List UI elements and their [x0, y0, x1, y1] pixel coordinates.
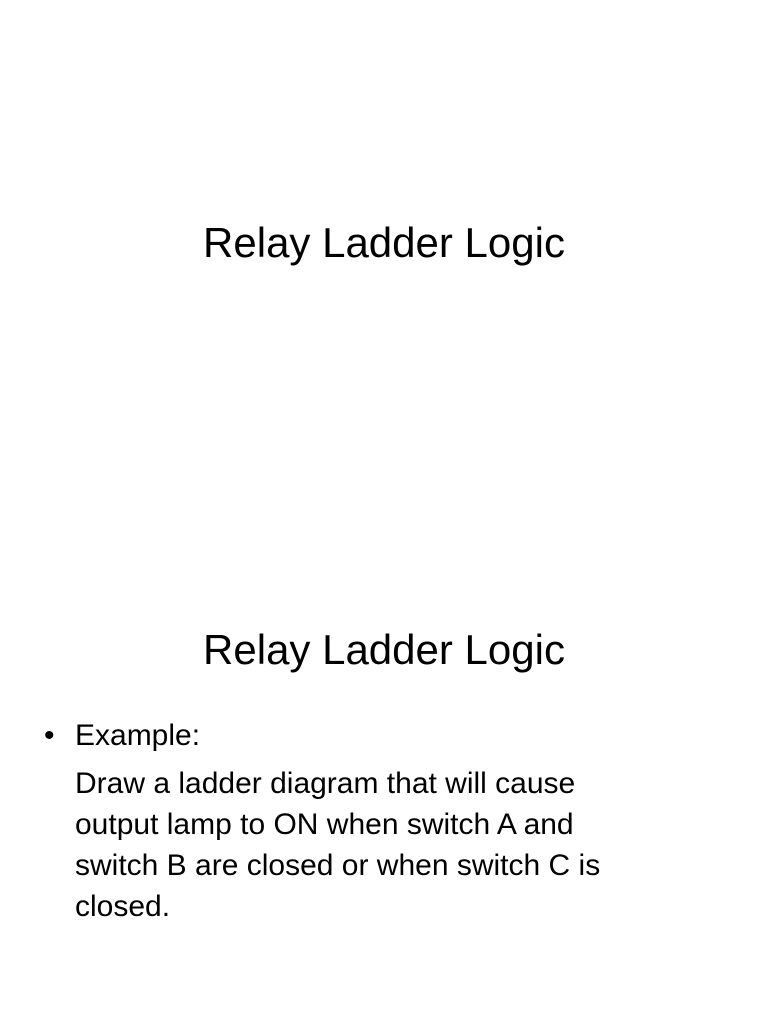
bullet-item — [44, 715, 734, 757]
bullet-list — [44, 715, 734, 927]
example-description — [75, 763, 715, 927]
slide-title: Relay Ladder Logic — [203, 219, 565, 266]
description-line: switch B are closed or when switch C is — [75, 849, 601, 882]
bullet-icon: • — [44, 719, 55, 752]
slide-2 — [0, 512, 768, 1024]
description-line: output lamp to ON when switch A and — [75, 808, 574, 841]
description-line: Draw a ladder diagram that will cause — [75, 767, 576, 800]
bullet-label: Example: — [75, 719, 201, 752]
description-line: closed. — [75, 890, 171, 923]
slide-title: Relay Ladder Logic — [203, 626, 565, 673]
